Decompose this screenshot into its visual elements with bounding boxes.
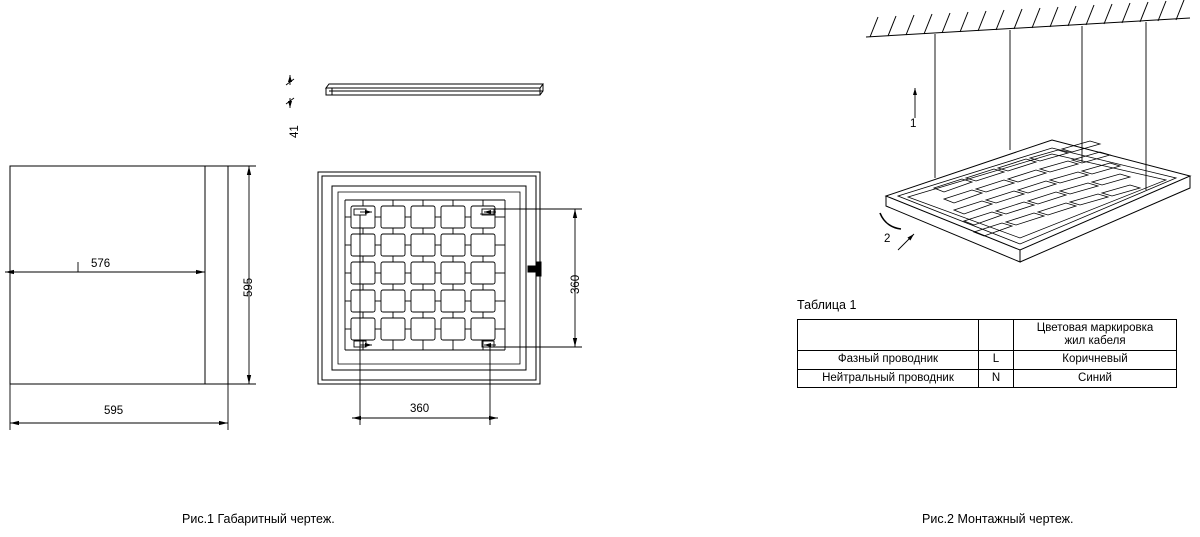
fig2-callout-2-leader bbox=[898, 234, 914, 250]
row-neutral-name: Нейтральный проводник bbox=[798, 369, 979, 387]
dim-label-inner-height-360: 360 bbox=[570, 274, 582, 294]
fig2-luminaire-isometric bbox=[886, 140, 1190, 262]
table-title: Таблица 1 bbox=[797, 298, 857, 312]
fig1-leader-arrows bbox=[360, 212, 496, 345]
table-header-color-line1: Цветовая маркировка bbox=[1036, 322, 1154, 334]
fig2-power-cable bbox=[880, 213, 901, 229]
table-header-blank bbox=[798, 320, 979, 351]
figure2-caption: Рис.2 Монтажный чертеж. bbox=[922, 512, 1074, 526]
callout-label-1: 1 bbox=[910, 118, 917, 130]
fig1-dim-height-595 bbox=[228, 166, 256, 384]
table-header-color bbox=[1014, 320, 1177, 351]
row-phase-name: Фазный проводник bbox=[798, 351, 979, 369]
table-row bbox=[798, 369, 1177, 387]
callout-label-2: 2 bbox=[884, 233, 891, 245]
table-header-row bbox=[798, 320, 1177, 351]
dim-label-inner-576: 576 bbox=[91, 258, 111, 270]
fig1-dim-inner-width-360 bbox=[352, 215, 498, 425]
figure1-caption: Рис.1 Габаритный чертеж. bbox=[182, 512, 335, 526]
row-phase-symbol: L bbox=[979, 351, 1014, 369]
fig1-led-cell-grid bbox=[345, 200, 505, 350]
row-phase-color: Коричневый bbox=[1014, 351, 1177, 369]
fig1-side-view bbox=[326, 84, 543, 95]
dim-label-inner-width-360: 360 bbox=[410, 403, 430, 415]
table-header-blank-symbol bbox=[979, 320, 1014, 351]
row-neutral-symbol: N bbox=[979, 369, 1014, 387]
dim-label-thickness-41: 41 bbox=[289, 125, 301, 138]
row-neutral-color: Синий bbox=[1014, 369, 1177, 387]
table-header-color-line2: жил кабеля bbox=[1064, 335, 1126, 348]
cable-marking-table bbox=[797, 319, 1177, 388]
fig1-flat-front-view bbox=[10, 166, 228, 384]
fig1-cable-gland bbox=[528, 262, 541, 276]
fig1-dim-thickness-41 bbox=[286, 75, 294, 108]
dim-label-width-595: 595 bbox=[104, 405, 124, 417]
fig2-suspension-cables bbox=[935, 22, 1146, 190]
table-row bbox=[798, 351, 1177, 369]
fig2-ceiling-hatching bbox=[866, 0, 1190, 37]
fig2-led-cell-grid-iso bbox=[934, 141, 1140, 236]
dim-label-height-595: 595 bbox=[243, 277, 255, 297]
